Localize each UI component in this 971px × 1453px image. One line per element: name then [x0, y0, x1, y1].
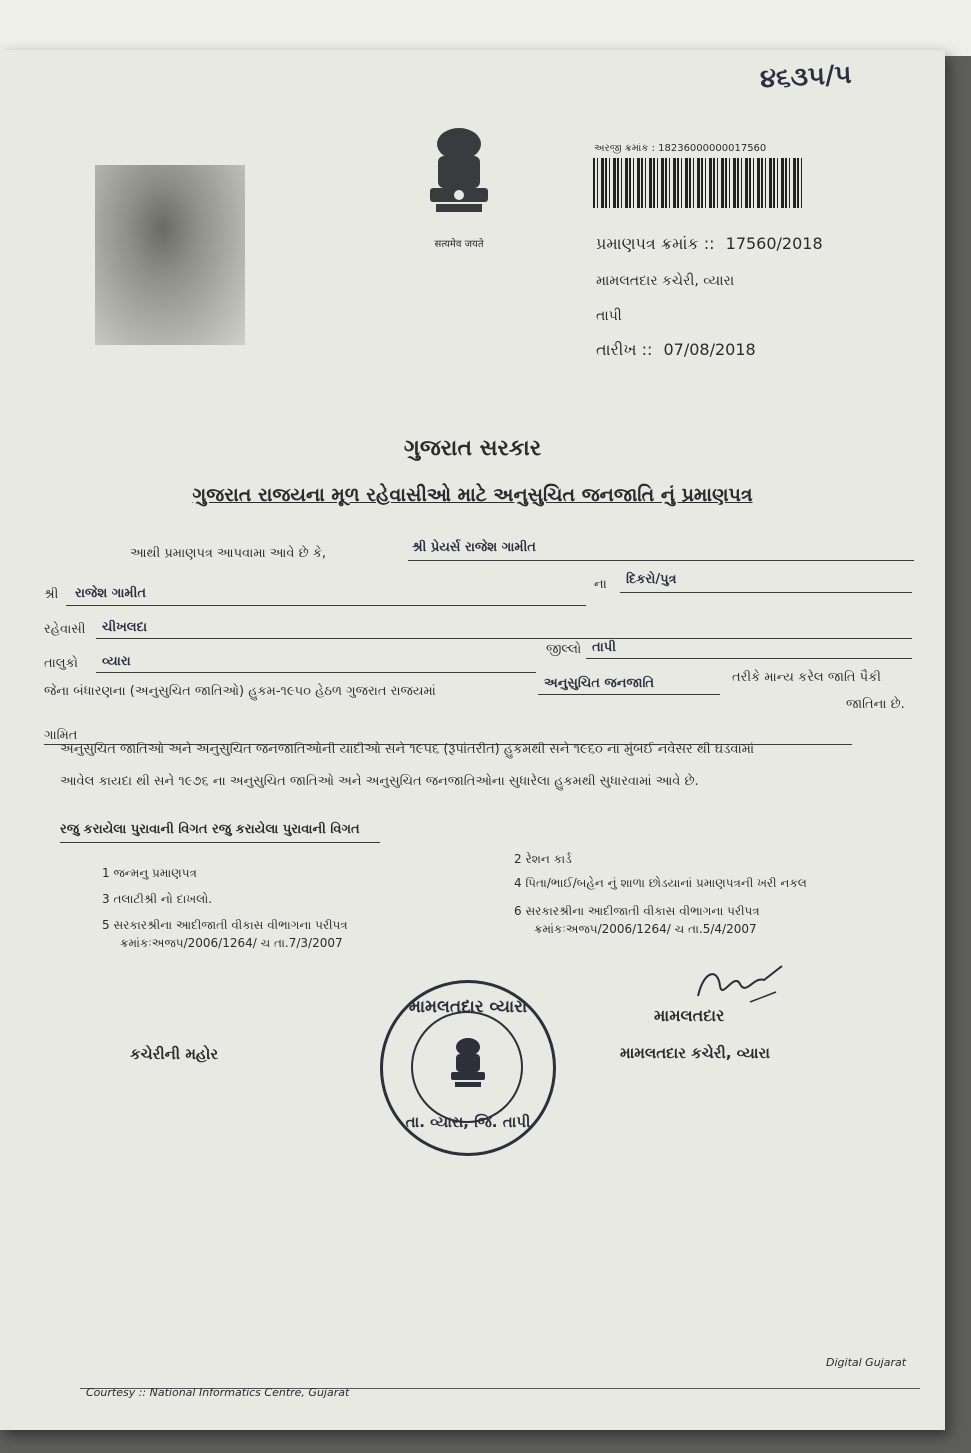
- certificate-title: ગુજરાત રાજયના મૂળ રહેવાસીઓ માટે અનુસુચિત જનજાતિ નું પ્રમાણપત્ર: [192, 484, 753, 506]
- application-number-value: 18236000000017560: [658, 143, 767, 154]
- barcode: [593, 158, 805, 208]
- district-value: તાપી: [592, 640, 616, 655]
- certificate-number-label: પ્રમાણપત્ર ક્રમાંક ::: [596, 234, 715, 253]
- seal-text-top: મામલતદાર વ્યારા: [408, 997, 528, 1017]
- evidence-item-4: 4 પિતા/ભાઈ/બહેન નું શાળા છોડયાનાં પ્રમાણપત્રની ખરી નકલ: [514, 876, 807, 890]
- applicant-photo: [95, 165, 245, 345]
- residence-value: ચીખલદા: [102, 620, 148, 635]
- seal-text-bottom: તા. વ્યારા, જિ. તાપી: [405, 1113, 531, 1131]
- na-label: ના: [594, 577, 607, 592]
- evidence-heading-underline: [60, 842, 380, 843]
- seal-emblem-icon: [445, 1035, 491, 1097]
- name-underline: [408, 560, 914, 561]
- taluka-value: વ્યારા: [102, 654, 131, 669]
- evidence-item-6: 6 સરકારશ્રીના આદીજાતી વીકાસ વીભાગના પરીપત્ર: [514, 904, 760, 918]
- applicant-name: શ્રી પ્રેયર્સ રાજેશ ગામીત: [412, 540, 536, 555]
- father-underline: [66, 605, 586, 606]
- caste-value: ગામિત: [44, 728, 78, 743]
- signatory-title: મામલતદાર: [654, 1006, 725, 1025]
- relation-underline: [620, 592, 912, 593]
- government-title: ગુજરાત સરકાર: [403, 436, 542, 461]
- issuing-district: તાપી: [596, 308, 622, 324]
- evidence-item-1: 1 જન્મનુ પ્રમાણપત્ર: [102, 866, 197, 880]
- district-label: જીલ્લો: [546, 642, 582, 657]
- footer-digital-gujarat: Digital Gujarat: [826, 1356, 907, 1369]
- issue-date-value: 07/08/2018: [663, 340, 756, 359]
- handwritten-reference: ૪૬૩૫/૫: [759, 59, 853, 95]
- issuing-office: મામલતદાર કચેરી, વ્યારા: [596, 273, 735, 289]
- recognized-text: તરીકે માન્ય કરેલ જાતિ પૈકી: [732, 670, 881, 685]
- evidence-item-5: 5 સરકારશ્રીના આદીજાતી વીકાસ વીભાગના પરીપત્ર: [102, 918, 348, 932]
- shri-label: શ્રી: [44, 587, 59, 602]
- evidence-item-2: 2 રેશન કાર્ડ: [514, 852, 572, 866]
- national-emblem-icon: [418, 122, 500, 234]
- certificate-number: [596, 234, 823, 254]
- legal-paragraph-line1: અનુસુચિત જાતિઓ અને અનુસુચિત જનજાતિઓની યાદીઓ સને ૧૯૫૬ (રૂપાંતરીત) હુકમથી સને ૧૯૬૦ ના મુંબઈ નવેસર થી ઘડવામાં: [60, 742, 755, 757]
- office-seal-label: કચેરીની મહોર: [130, 1045, 219, 1063]
- constitution-text: જેના બંધારણના (અનુસુચિત જાતિઓ) હુકમ-૧૯૫૦ હેઠળ ગુજરાત રાજયમાં: [44, 684, 436, 699]
- district-underline: [586, 658, 912, 659]
- taluka-underline: [96, 672, 536, 673]
- category-value: અનુસુચિત જનજાતિ: [544, 676, 655, 691]
- caste-suffix: જાતિના છે.: [846, 697, 905, 712]
- legal-paragraph-line2: આવેલ કાયદા થી સને ૧૯૭૬ ના અનુસુચિત જાતિઓ અને અનુસુચિત જનજાતિઓના સુધારેલા હુકમથી સુધારવામાં આવે છે.: [60, 774, 699, 789]
- evidence-item-5-ref: ક્રમાંકઃઅજપ/2006/1264/ ચ તા.7/3/2007: [120, 936, 343, 950]
- intro-label: આથી પ્રમાણપત્ર આપવામા આવે છે કે,: [130, 546, 327, 561]
- relation-value: દિકરો/પુત્ર: [626, 572, 677, 587]
- evidence-heading: રજુ કરાયેલા પુરાવાની વિગત રજુ કરાયેલા પુરાવાની વિગત: [60, 822, 360, 837]
- category-underline: [538, 694, 720, 695]
- residence-underline: [96, 638, 912, 639]
- evidence-item-6-ref: ક્રમાંકઃઅજપ/2006/1264/ ચ તા.5/4/2007: [534, 922, 757, 936]
- paper-top-edge: [0, 0, 971, 56]
- footer-courtesy: Courtesy :: National Informatics Centre, Gujarat: [86, 1386, 350, 1399]
- signature: [690, 962, 790, 1010]
- application-number: [594, 143, 766, 154]
- father-name: રાજેશ ગામીત: [75, 586, 146, 601]
- application-number-label: અરજી ક્રમાંક :: [594, 143, 655, 154]
- issue-date: [596, 340, 756, 360]
- emblem-caption: सत्यमेव जयते: [434, 239, 484, 250]
- residence-label: રહેવાસી: [44, 622, 86, 637]
- office-seal: [380, 980, 556, 1156]
- certificate-number-value: 17560/2018: [725, 234, 823, 253]
- signatory-office: મામલતદાર કચેરી, વ્યારા: [620, 1044, 770, 1062]
- evidence-item-3: 3 તલાટીશ્રી નો દાખલો.: [102, 892, 213, 906]
- issue-date-label: તારીખ ::: [596, 340, 653, 359]
- taluka-label: તાલુકો: [44, 656, 79, 671]
